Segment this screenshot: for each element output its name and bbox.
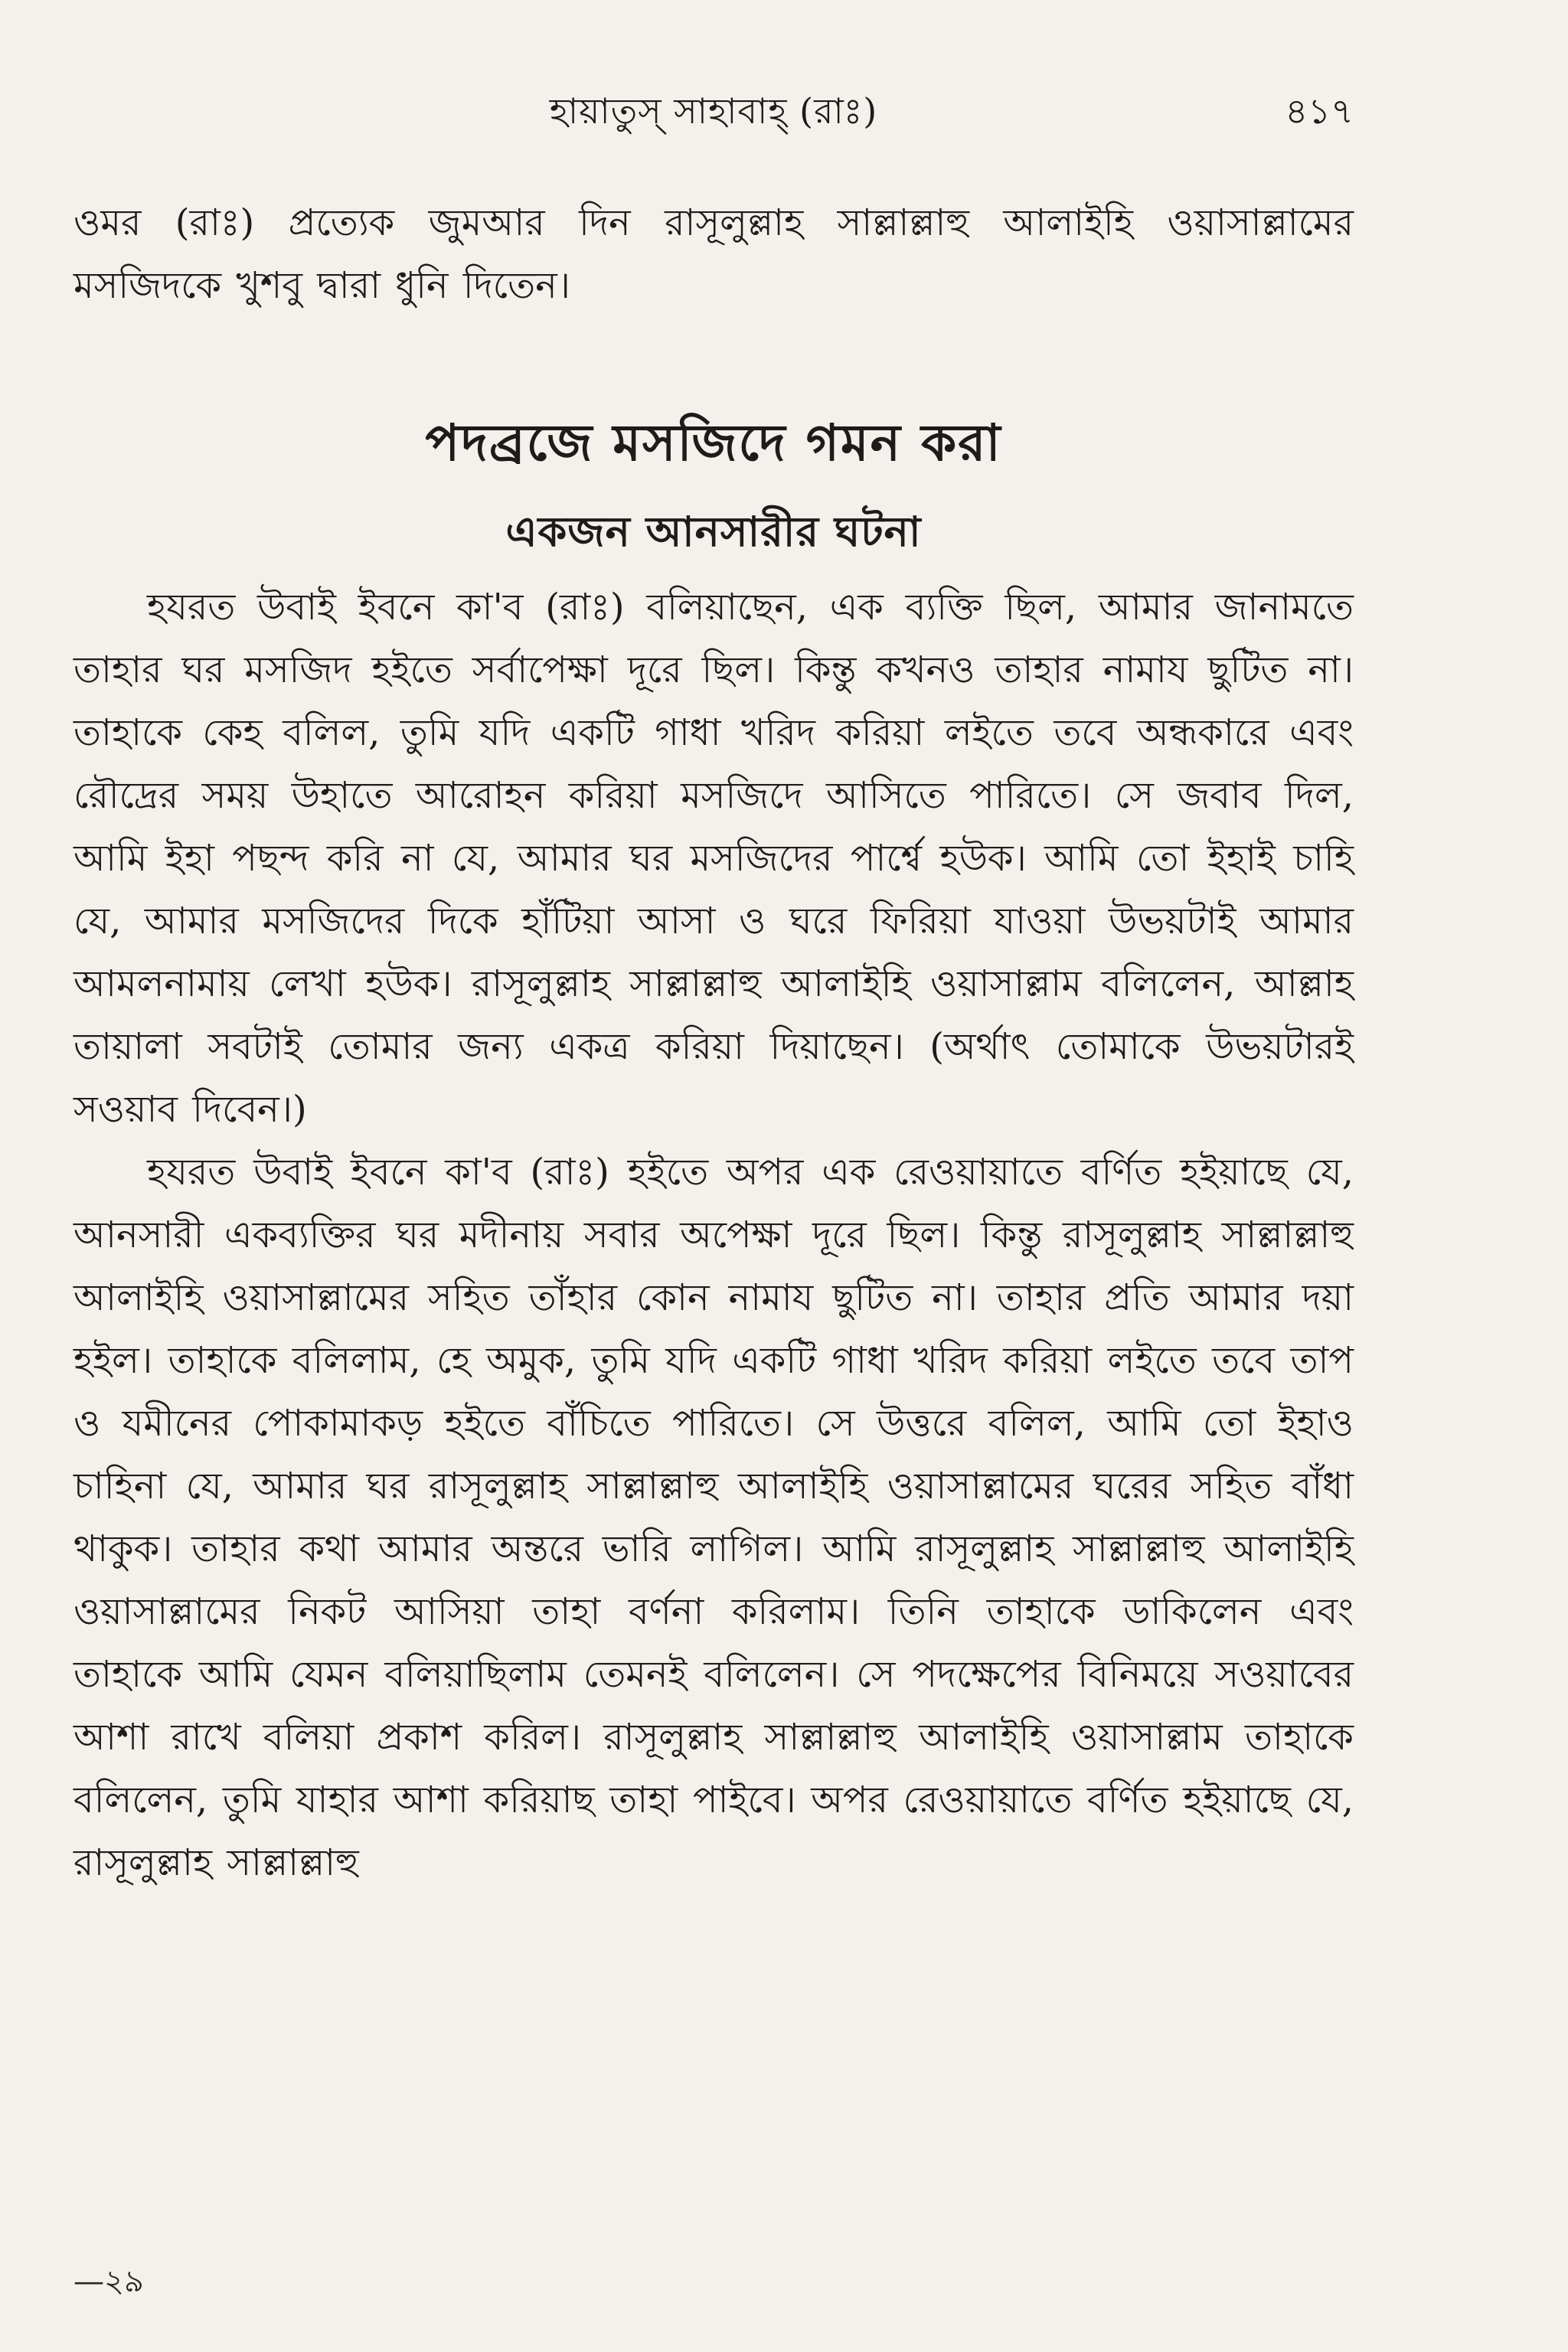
paragraph-2: হযরত উবাই ইবনে কা'ব (রাঃ) হইতে অপর এক রেওয়ায়াতে বর্ণিত হইয়াছে যে, আনসারী একব্যক্তির ঘর মদীনায় সবার অপেক্ষা দূরে ছিল। কিন্তু রাসূলুল্লাহ সাল্লাল্লাহু আলাইহি ওয়াসাল্লামের সহিত তাঁহার কোন নামায ছুটিত না। তাহার প্রতি আমার দয়া হইল। তাহাকে বলিলাম, হে অমুক, তুমি যদি একটি গাধা খরিদ করিয়া লইতে তবে তাপ ও যমীনের পোকামাকড় হইতে বাঁচিতে পারিতে। সে উত্তরে বলিল, আমি তো ইহাও চাহিনা যে, আমার ঘর রাসূলুল্লাহ সাল্লাল্লাহু আলাইহি ওয়াসাল্লামের ঘরের সহিত বাঁধা থাকুক। তাহার কথা আমার অন্তরে ভারি লাগিল। আমি রাসূলুল্লাহ সাল্লাল্লাহু আলাইহি ওয়াসাল্লামের নিকট আসিয়া তাহা বর্ণনা করিলাম। তিনি তাহাকে ডাকিলেন এবং তাহাকে আমি যেমন বলিয়াছিলাম তেমনই বলিলেন। সে পদক্ষেপের বিনিময়ে সওয়াবের আশা রাখে বলিয়া প্রকাশ করিল। রাসূলুল্লাহ সাল্লাল্লাহু আলাইহি ওয়াসাল্লাম তাহাকে বলিলেন, তুমি যাহার আশা করিয়াছ তাহা পাইবে। অপর রেওয়ায়াতে বর্ণিত হইয়াছে যে, রাসূলুল্লাহ সাল্লাল্লাহু [74,1151,1354,1884]
page-number: ৪১৭ [1285,90,1354,132]
intro-paragraph: ওমর (রাঃ) প্রত্যেক জুমআর দিন রাসূলুল্লাহ সাল্লাল্লাহু আলাইহি ওয়াসাল্লামের মসজিদকে খুশবু দ্বারা ধুনি দিতেন। [74,201,1354,307]
running-title: হায়াতুস্ সাহাবাহ্ (রাঃ) [549,90,878,132]
paragraph-1: হযরত উবাই ইবনে কা'ব (রাঃ) বলিয়াছেন, এক ব্যক্তি ছিল, আমার জানামতে তাহার ঘর মসজিদ হইতে সর্বাপেক্ষা দূরে ছিল। কিন্তু কখনও তাহার নামায ছুটিত না। তাহাকে কেহ বলিল, তুমি যদি একটি গাধা খরিদ করিয়া লইতে তবে অন্ধকারে এবং রৌদ্রের সময় উহাতে আরোহন করিয়া মসজিদে আসিতে পারিতে। সে জবাব দিল, আমি ইহা পছন্দ করি না যে, আমার ঘর মসজিদের পার্শ্বে হউক। আমি তো ইহাই চাহি যে, আমার মসজিদের দিকে হাঁটিয়া আসা ও ঘরে ফিরিয়া যাওয়া উভয়টাই আমার আমলনামায় লেখা হউক। রাসূলুল্লাহ সাল্লাল্লাহু আলাইহি ওয়াসাল্লাম বলিলেন, আল্লাহ তায়ালা সবটাই তোমার জন্য একত্র করিয়া দিয়াছেন। (অর্থাৎ তোমাকে উভয়টারই সওয়াব দিবেন।) [74,586,1354,1131]
running-header [74,84,1354,138]
section-subtitle: একজন আনসারীর ঘটনা [505,507,922,556]
printer-signature-mark: —২৯ [74,2264,144,2299]
section-body [74,576,1354,1894]
intro-text-block [74,191,1354,317]
section-title: পদব্রজে মসজিদে গমন করা [425,413,1002,472]
